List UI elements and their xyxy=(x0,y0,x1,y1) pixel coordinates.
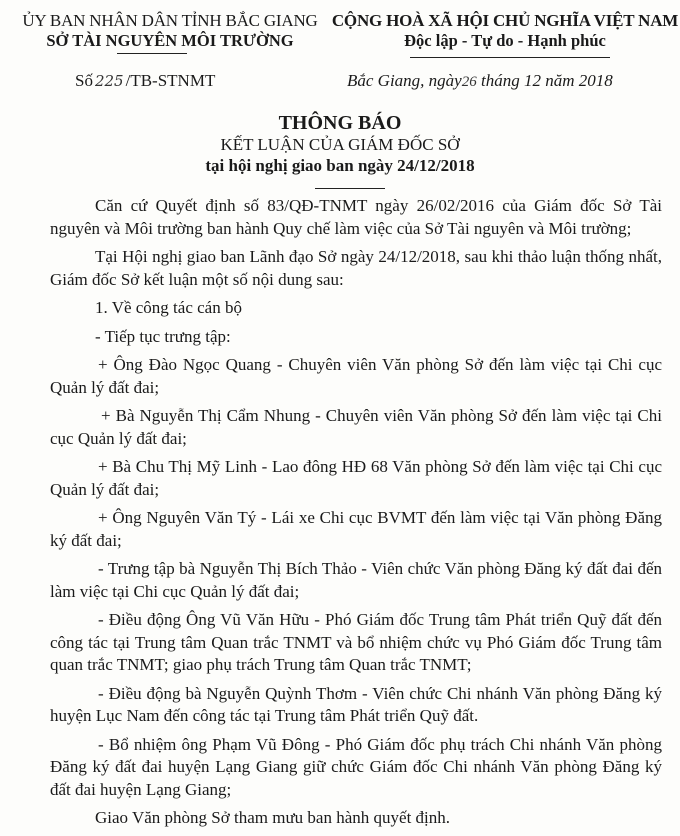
issuing-agency-block xyxy=(10,10,330,51)
agency-underline xyxy=(117,53,187,54)
document-title-block xyxy=(0,112,680,176)
agency-name: ỦY BAN NHÂN DÂN TỈNH BẮC GIANG xyxy=(22,11,318,30)
paragraph-assignment: Giao Văn phòng Sở tham mưu ban hành quyết định. xyxy=(95,808,451,827)
doc-number-suffix: /TB-STNMT xyxy=(125,71,216,90)
department-name: SỞ TÀI NGUYÊN MÔI TRƯỜNG xyxy=(46,31,294,50)
title-underline xyxy=(315,188,385,189)
place-date-day-handwritten: 26 xyxy=(461,74,477,90)
paragraph-legal-basis: Căn cứ Quyết định số 83/QĐ-TNMT ngày 26/02/2016 của Giám đốc Sở Tài nguyên và Môi trường ban hành Quy chế làm việc của Sở Tài nguyên và Môi trường; xyxy=(50,196,662,238)
doc-number-handwritten: 225 xyxy=(94,72,124,90)
place-and-date xyxy=(347,71,613,91)
list-item: - Trưng tập bà Nguyễn Thị Bích Thảo - Viên chức Văn phòng Đăng ký đất đai đến làm việc tại Chi cục Quản lý đất đai; xyxy=(50,559,662,601)
list-item: + Bà Chu Thị Mỹ Linh - Lao đông HĐ 68 Văn phòng Sở đến làm việc tại Chi cục Quản lý đất đai; xyxy=(50,457,662,499)
doc-number-prefix: Số xyxy=(75,71,93,90)
national-motto: Độc lập - Tự do - Hạnh phúc xyxy=(404,31,606,50)
list-item: - Bổ nhiệm ông Phạm Vũ Đông - Phó Giám đốc phụ trách Chi nhánh Văn phòng Đăng ký đất đai huyện Lạng Giang giữ chức Giám đốc Chi nhánh Văn phòng Đăng ký đất đai huyện Lạng Giang; xyxy=(50,734,662,799)
document-title: THÔNG BÁO xyxy=(278,112,402,134)
list-item: + Ông Nguyên Văn Tý - Lái xe Chi cục BVMT đến làm việc tại Văn phòng Đăng ký đất đai; xyxy=(50,508,662,550)
list-item: + Ông Đào Ngọc Quang - Chuyên viên Văn phòng Sở đến làm việc tại Chi cục Quản lý đất đai; xyxy=(50,355,662,397)
document-number xyxy=(75,71,215,91)
list-item: + Bà Nguyễn Thị Cẩm Nhung - Chuyên viên Văn phòng Sở đến làm việc tại Chi cục Quản lý đất đai; xyxy=(50,406,662,448)
list-item: - Điều động Ông Vũ Văn Hữu - Phó Giám đốc Trung tâm Phát triển Quỹ đất đến công tác tại Trung tâm Quan trắc TNMT và bổ nhiệm chức vụ Phó Giám đốc Trung tâm quan trắc TNMT; giao phụ trách Trung tâm Quan trắc TNMT; xyxy=(50,610,662,674)
motto-underline xyxy=(410,57,610,58)
national-motto-block xyxy=(320,10,680,51)
list-item: - Điều động bà Nguyễn Quỳnh Thơm - Viên chức Chi nhánh Văn phòng Đăng ký huyện Lục Nam đến công tác tại Trung tâm Phát triển Quỹ đất. xyxy=(50,683,662,725)
section-heading-personnel: 1. Về công tác cán bộ xyxy=(95,298,242,317)
document-header xyxy=(0,0,680,100)
document-body xyxy=(50,195,662,836)
place-date-prefix: Bắc Giang, ngày xyxy=(347,71,462,90)
meeting-line: tại hội nghị giao ban ngày 24/12/2018 xyxy=(205,156,475,175)
paragraph-meeting-intro: Tại Hội nghị giao ban Lãnh đạo Sở ngày 24/12/2018, sau khi thảo luận thống nhất, Giám đốc Sở kết luận một số nội dung sau: xyxy=(50,247,662,289)
document-subtitle: KẾT LUẬN CỦA GIÁM ĐỐC SỞ xyxy=(220,135,460,154)
nation-name: CỘNG HOÀ XÃ HỘI CHỦ NGHĨA VIỆT NAM xyxy=(331,11,679,30)
place-date-suffix: tháng 12 năm 2018 xyxy=(476,71,613,90)
paragraph-secondment-intro: - Tiếp tục trưng tập: xyxy=(95,326,231,346)
